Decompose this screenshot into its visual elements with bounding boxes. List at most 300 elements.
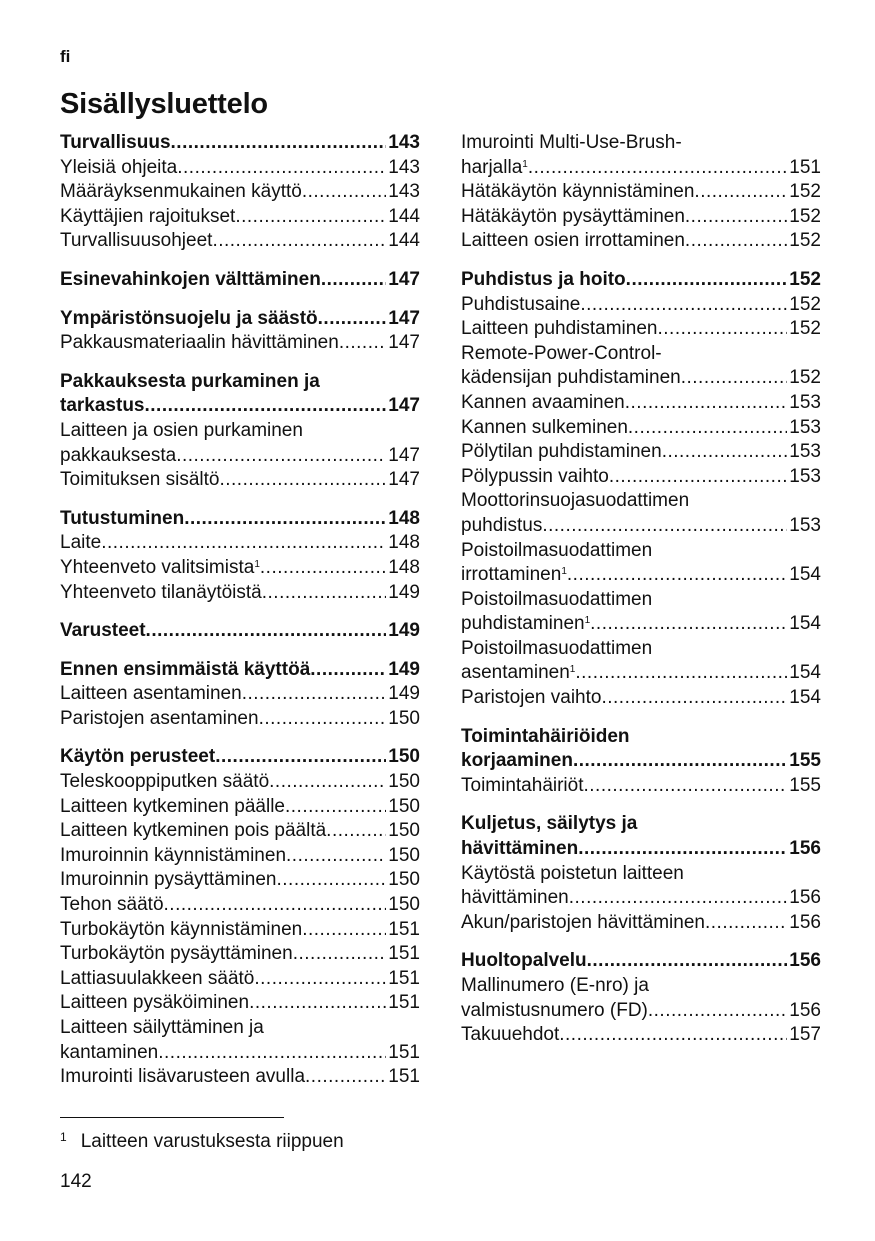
toc-heading-title [461,837,578,862]
dot-leader [685,229,787,254]
toc-heading-title [60,745,215,770]
toc-heading[interactable] [461,949,821,974]
toc-entry-text: Laite [60,532,102,554]
toc-section [461,725,821,799]
toc-entry-page: 143 [388,181,420,203]
dot-leader [625,391,788,416]
toc-entry-page: 150 [388,869,420,891]
toc-heading-title [60,131,171,156]
dot-leader [302,918,386,943]
toc-heading-page: 152 [789,268,821,290]
toc-entry[interactable] [60,156,420,181]
toc-entry-text: Turbokäytön pysäyttäminen [60,943,293,965]
toc-entry-title [461,156,528,181]
dot-leader [158,1041,386,1066]
footnote [60,1130,344,1153]
footnote-marker: 1 [584,615,591,627]
toc-entry-page: 156 [789,999,821,1021]
toc-entry-text: Toimituksen sisältö [60,469,220,491]
toc-entry[interactable] [60,468,420,493]
toc-entry-lead[interactable]: Laitteen ja osien purkaminen [60,419,303,441]
toc-section [461,812,821,935]
toc-entry-lead[interactable]: Poistoilmasuodattimen [461,539,653,561]
toc-section [60,658,420,732]
toc-entry-text: hävittäminen [461,887,569,909]
page-number: 142 [60,1171,92,1192]
toc-entry-title [60,331,339,356]
toc-entry[interactable] [60,444,420,469]
dot-leader [212,229,386,254]
toc-heading-title [60,507,184,532]
toc-entry-lead[interactable]: Moottorinsuojasuodattimen [461,490,690,512]
toc-entry-page: 154 [789,564,821,586]
toc-entry-page: 149 [388,683,420,705]
dot-leader [626,268,788,293]
dot-leader [628,416,787,441]
toc-heading[interactable] [60,307,420,332]
toc-entry-text: Laitteen puhdistaminen [461,318,658,340]
toc-heading-title [60,619,146,644]
toc-heading-title [60,658,310,683]
toc-entry[interactable] [461,911,821,936]
toc-entry[interactable] [60,991,420,1016]
dot-leader [277,868,387,893]
toc-entry-title [60,180,302,205]
toc-entry-text: puhdistus [461,514,543,536]
footnote-marker: 1 [569,664,576,676]
toc-entry-page: 150 [388,820,420,842]
toc-entry-title [60,942,293,967]
footnote-marker: 1 [254,558,260,570]
dot-leader [569,886,788,911]
toc-entry-page: 152 [789,367,821,389]
toc-heading-page: 147 [388,307,420,329]
dot-leader [171,131,387,156]
toc-entry[interactable] [461,661,821,686]
toc-heading-lead: Pakkauksesta purkaminen ja [60,370,320,392]
toc-entry-page: 150 [388,707,420,729]
dot-leader [269,770,386,795]
toc-entry-lead[interactable]: Remote-Power-Control- [461,342,662,364]
dot-leader [601,686,787,711]
dot-leader [559,1023,787,1048]
toc-heading[interactable] [60,131,420,156]
dot-leader [260,556,386,581]
toc-entry[interactable] [461,317,821,342]
toc-heading-text: Esinevahinkojen välttäminen [60,268,321,290]
dot-leader [694,180,787,205]
toc-heading[interactable] [461,837,821,862]
toc-heading-text: hävittäminen [461,838,579,860]
toc-entry[interactable] [60,868,420,893]
toc-entry-title [461,416,628,441]
toc-entry[interactable] [60,819,420,844]
dot-leader [318,307,387,332]
toc-entry[interactable] [461,440,821,465]
toc-section [60,307,420,356]
toc-entry[interactable] [461,999,821,1024]
toc-entry-title [461,514,542,539]
toc-entry-title [461,911,705,936]
toc-heading-lead: Kuljetus, säilytys ja [461,813,638,835]
dot-leader [164,893,387,918]
toc-entry[interactable] [461,229,821,254]
toc-entry-title [461,999,648,1024]
toc-entry[interactable] [60,918,420,943]
toc-heading[interactable] [60,394,420,419]
toc-entry-page: 153 [789,465,821,487]
toc-entry-page: 151 [388,943,420,965]
toc-entry-text: Lattiasuulakkeen säätö [60,967,255,989]
dot-leader [584,774,788,799]
toc-entry-text: Pakkausmateriaalin hävittäminen [60,332,339,354]
toc-entry-page: 156 [789,911,821,933]
toc-entry-title [60,844,286,869]
toc-entry[interactable] [461,1023,821,1048]
toc-entry[interactable] [60,180,420,205]
toc-entry-title [461,205,685,230]
dot-leader [293,942,387,967]
toc-entry-page: 144 [388,205,420,227]
toc-entry-page: 153 [789,514,821,536]
toc-heading-page: 147 [388,268,420,290]
toc-entry-text: Laitteen kytkeminen pois päältä [60,820,327,842]
toc-entry-title [60,893,164,918]
toc-entry-text: Tehon säätö [60,894,164,916]
toc-entry-title [60,991,249,1016]
toc-entry-title [461,391,625,416]
toc-entry-text: Laitteen osien irrottaminen [461,230,685,252]
toc-entry-page: 147 [388,469,420,491]
footnote-text: Laitteen varustuksesta riippuen [80,1131,344,1152]
dot-leader [177,156,386,181]
toc-entry-title [60,531,101,556]
footnote-marker: 1 [522,158,528,170]
toc-entry[interactable] [461,416,821,441]
dot-leader [662,440,788,465]
dot-leader [657,317,787,342]
toc-entry[interactable] [60,1065,420,1090]
toc-heading-title [60,268,321,293]
toc-heading-page: 147 [388,395,420,417]
toc-entry[interactable] [60,844,420,869]
toc-heading-text: Puhdistus ja hoito [461,268,626,290]
dot-leader [648,999,787,1024]
toc-entry-page: 143 [388,156,420,178]
toc-entry[interactable] [60,1041,420,1066]
dot-leader [215,745,386,770]
dot-leader [286,844,386,869]
toc-entry-page: 148 [388,532,420,554]
dot-leader [249,991,386,1016]
toc-entry-page: 151 [388,1066,420,1088]
dot-leader [176,444,386,469]
toc-entry-title [461,317,657,342]
toc-section [461,131,821,254]
toc-entry-title [461,686,601,711]
toc-entry[interactable] [60,967,420,992]
toc-heading[interactable] [60,658,420,683]
toc-entry[interactable] [60,795,420,820]
toc-heading-title [60,307,318,332]
toc-heading-text: korjaaminen [461,750,573,772]
toc-heading-page: 149 [388,658,420,680]
toc-entry[interactable] [461,465,821,490]
toc-entry-text: Turvallisuusohjeet [60,230,213,252]
toc-entry-title [461,1023,559,1048]
toc-entry[interactable] [461,156,821,181]
dot-leader [259,707,387,732]
toc-entry-text: Toimintahäiriöt [461,774,584,796]
toc-entry-page: 152 [789,293,821,315]
toc-entry[interactable] [461,205,821,230]
toc-section [60,131,420,254]
toc-entry-title [461,612,590,637]
toc-entry-page: 154 [789,687,821,709]
dot-leader [219,468,386,493]
toc-entry-text: irrottaminen [461,564,562,586]
toc-entry[interactable] [60,331,420,356]
toc-entry-text: Kannen sulkeminen [461,416,628,438]
toc-entry[interactable] [461,514,821,539]
toc-entry[interactable] [60,581,420,606]
toc-entry-page: 153 [789,441,821,463]
toc-entry-title [60,556,260,581]
toc-entry-page: 152 [789,205,821,227]
toc-heading[interactable] [461,268,821,293]
toc-entry-title [461,886,569,911]
toc-entry-page: 156 [789,887,821,909]
toc-entry-page: 157 [789,1024,821,1046]
toc-entry-lead[interactable]: Laitteen säilyttäminen ja [60,1017,264,1038]
toc-heading-title [60,394,145,419]
toc-entry-text: Paristojen asentaminen [60,707,259,729]
dot-leader [321,268,386,293]
toc-entry-text: asentaminen [461,662,570,684]
toc-entry-text: Turbokäytön käynnistäminen [60,918,303,940]
dot-leader [326,819,386,844]
toc-heading-title [461,268,626,293]
toc-heading-page: 156 [789,838,821,860]
toc-entry[interactable] [461,563,821,588]
toc-entry-title [60,468,219,493]
toc-entry-title [461,293,580,318]
toc-entry-page: 151 [388,967,420,989]
toc-entry-text: Imurointi lisävarusteen avulla [60,1066,306,1088]
toc-entry-title [60,770,269,795]
toc-entry-page: 155 [789,774,821,796]
language-code: fi [60,47,71,66]
toc-entry[interactable] [60,893,420,918]
toc-entry-page: 154 [789,613,821,635]
toc-entry-page: 153 [789,391,821,413]
toc-entry[interactable] [60,770,420,795]
toc-entry-text: Teleskooppiputken säätö [60,771,270,793]
toc-entry-page: 147 [388,444,420,466]
toc-entry-page: 151 [388,1041,420,1063]
toc-entry[interactable] [60,942,420,967]
dot-leader [573,749,787,774]
toc-section [60,507,420,605]
toc-entry-page: 151 [388,992,420,1014]
toc-heading-title [461,749,573,774]
toc-entry-title [60,229,212,254]
toc-entry[interactable] [461,612,821,637]
toc-entry-title [60,1041,158,1066]
toc-heading[interactable] [461,749,821,774]
toc-entry-text: Imuroinnin käynnistäminen [60,844,287,866]
toc-entry[interactable] [60,682,420,707]
toc-heading-page: 148 [388,507,420,529]
toc-entry-text: kantaminen [60,1041,159,1063]
toc-heading-lead: Toimintahäiriöiden [461,725,630,747]
toc-entry-text: Puhdistusaine [461,293,581,315]
toc-entry-text: Määräyksenmukainen käyttö [60,181,302,203]
toc-entry-title [60,682,242,707]
toc-entry-text: Yhteenveto valitsimista [60,556,255,578]
toc-entry-text: pakkauksesta [60,444,177,466]
toc-entry-page: 152 [789,230,821,252]
toc-entry-title [60,205,235,230]
dot-leader [705,911,787,936]
toc-entry[interactable] [461,293,821,318]
dot-leader [609,465,787,490]
toc-heading-page: 150 [388,746,420,768]
toc-entry-text: Käyttäjien rajoitukset [60,205,236,227]
toc-entry-title [60,918,302,943]
toc-entry-text: puhdistaminen [461,613,585,635]
toc-entry-text: Paristojen vaihto [461,687,602,709]
toc-entry-title [60,819,326,844]
toc-entry-page: 151 [388,918,420,940]
toc-section [60,370,420,493]
toc-entry-text: Hätäkäytön käynnistäminen [461,181,695,203]
toc-heading-text: Huoltopalvelu [461,950,587,972]
dot-leader [285,795,386,820]
toc-entry-title [461,229,685,254]
toc-entry-page: 144 [388,230,420,252]
toc-entry-page: 149 [388,581,420,603]
toc-entry-page: 150 [388,795,420,817]
toc-column-left [60,131,420,1104]
toc-entry[interactable] [60,205,420,230]
toc-entry-title [60,156,177,181]
toc-entry-text: Laitteen pysäköiminen [60,992,250,1014]
toc-entry-text: Kannen avaaminen [461,391,625,413]
toc-entry[interactable] [60,556,420,581]
toc-entry[interactable] [60,229,420,254]
toc-entry-page: 152 [789,318,821,340]
dot-leader [235,205,386,230]
dot-leader [145,394,387,419]
dot-leader [101,531,386,556]
toc-entry-title [60,581,262,606]
toc-entry-text: Yhteenveto tilanäytöistä [60,581,262,603]
toc-entry-page: 150 [388,894,420,916]
toc-entry-lead[interactable]: Käytöstä poistetun laitteen [461,862,684,884]
toc-entry[interactable] [461,391,821,416]
dot-leader [542,514,787,539]
toc-heading-text: Ennen ensimmäistä käyttöä [60,658,311,680]
dot-leader [575,661,787,686]
toc-entry-text: Pölypussin vaihto [461,465,609,487]
toc-entry-page: 148 [388,556,420,578]
dot-leader [146,619,387,644]
toc-entry-page: 150 [388,771,420,793]
toc-heading-page: 155 [789,750,821,772]
toc-entry-text: harjalla [461,156,523,178]
toc-entry-text: Takuuehdot [461,1024,560,1046]
toc-section [461,268,821,711]
toc-entry-lead[interactable]: Poistoilmasuodattimen [461,637,653,659]
toc-entry-title [60,868,277,893]
toc-entry-title [461,180,694,205]
toc-column-right [461,131,821,1062]
toc-heading-text: Varusteet [60,620,146,642]
toc-entry[interactable] [461,180,821,205]
toc-heading-text: Käytön perusteet [60,746,216,768]
toc-entry-title [60,444,176,469]
toc-entry[interactable] [60,707,420,732]
toc-entry-text: Yleisiä ohjeita [60,156,178,178]
toc-entry-title [60,967,254,992]
toc-entry-lead[interactable]: Imurointi Multi-Use-Brush- [461,132,682,153]
toc-entry-title [461,465,609,490]
toc-heading[interactable] [60,507,420,532]
toc-entry-page: 154 [789,662,821,684]
toc-entry-text: Laitteen asentaminen [60,683,242,705]
toc-entry-text: Akun/paristojen hävittäminen [461,911,705,933]
dot-leader [302,180,386,205]
toc-entry-page: 153 [789,416,821,438]
toc-section [461,949,821,1047]
toc-entry-text: kädensijan puhdistaminen [461,367,681,389]
toc-heading[interactable] [60,745,420,770]
toc-section [60,619,420,644]
dot-leader [242,682,387,707]
toc-heading[interactable] [60,268,420,293]
toc-entry[interactable] [461,366,821,391]
toc-entry-title [461,563,567,588]
toc-entry-title [60,1065,305,1090]
dot-leader [339,331,386,356]
dot-leader [305,1065,386,1090]
toc-heading-text: Ympäristönsuojelu ja säästö [60,307,318,329]
toc-entry-lead[interactable]: Poistoilmasuodattimen [461,588,653,610]
footnote-number: 1 [60,1130,67,1144]
toc-entry-page: 151 [789,156,821,178]
page-title: Sisällysluettelo [60,88,268,120]
toc-entry-title [60,707,259,732]
toc-heading-page: 149 [388,620,420,642]
toc-entry-text: Hätäkäytön pysäyttäminen [461,205,685,227]
footnote-divider [60,1117,284,1118]
toc-section [60,745,420,1089]
dot-leader [681,366,788,391]
toc-section [60,268,420,293]
toc-heading-text: Turvallisuus [60,132,171,153]
toc-entry[interactable] [461,886,821,911]
toc-heading-title [461,949,587,974]
toc-entry[interactable] [461,686,821,711]
toc-entry[interactable] [461,774,821,799]
footnote-marker: 1 [561,566,567,578]
toc-heading[interactable] [60,619,420,644]
toc-entry-lead[interactable]: Mallinumero (E-nro) ja [461,975,649,996]
dot-leader [578,837,787,862]
toc-entry-title [60,795,285,820]
toc-entry[interactable] [60,531,420,556]
